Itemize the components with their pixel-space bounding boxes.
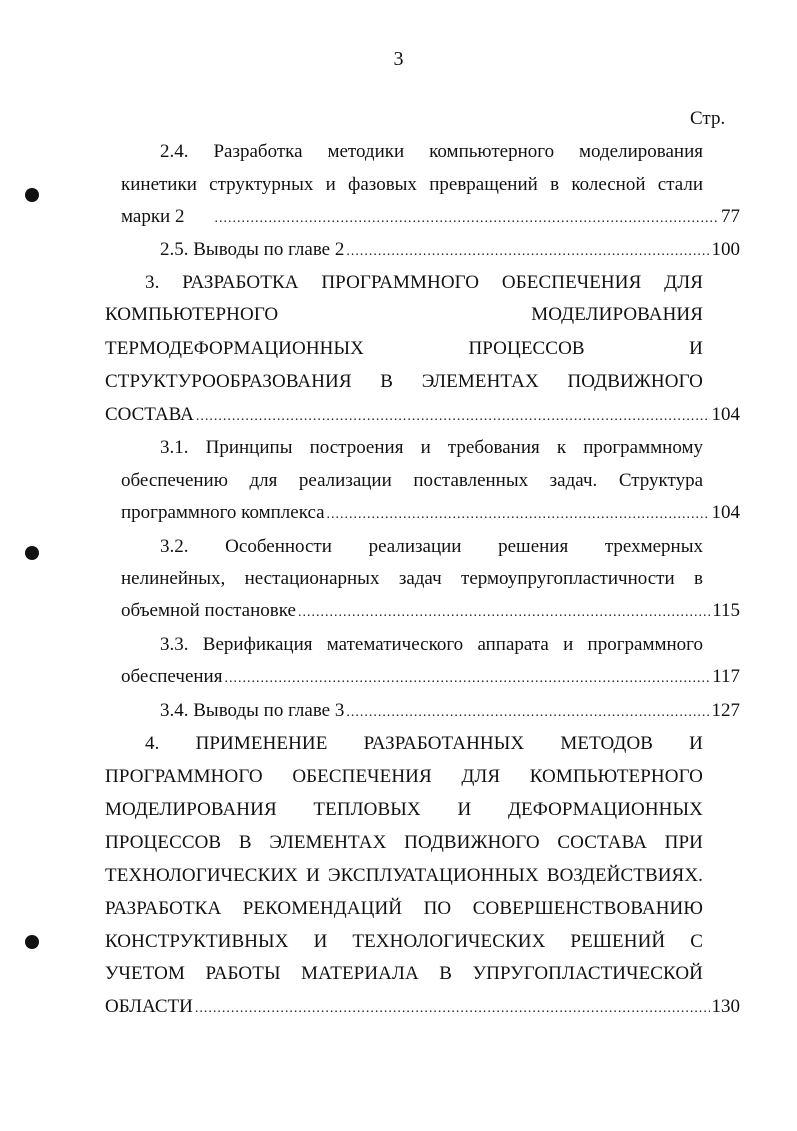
dot-leader [298,598,710,628]
toc-ch3-line-3: ТЕРМОДЕФОРМАЦИОННЫХ ПРОЦЕССОВ И [105,338,703,359]
toc-ch3-line-4: СТРУКТУРООБРАЗОВАНИЯ В ЭЛЕМЕНТАХ ПОДВИЖНОГО [105,371,703,392]
toc-2-4-line-1: 2.4. Разработка методики компьютерного моделирования [160,141,703,162]
toc-3-2-line-1: 3.2. Особенности реализации решения трехмерных [160,536,703,557]
punch-hole-top [25,188,39,202]
page-column-label: Стр. [690,108,726,129]
toc-ch4-title-end: ОБЛАСТИ [105,996,193,1017]
toc-ch4-line-1: 4. ПРИМЕНЕНИЕ РАЗРАБОТАННЫХ МЕТОДОВ И [145,733,703,754]
toc-2-5-line-1 [160,235,740,265]
toc-ch3-title-end: СОСТАВА [105,404,194,425]
toc-3-1-line-2: обеспечению для реализации поставленных задач. Структура [121,470,703,491]
toc-2-5-page: 100 [711,239,740,260]
dot-leader [214,204,719,234]
toc-ch3-line-2: КОМПЬЮТЕРНОГО МОДЕЛИРОВАНИЯ [105,304,703,325]
toc-3-1-page: 104 [711,502,740,523]
dot-leader [196,402,710,432]
page-number: 3 [393,48,404,70]
toc-3-3-line-1: 3.3. Верификация математического аппарата и программного [160,634,703,655]
toc-ch4-line-7: КОНСТРУКТИВНЫХ И ТЕХНОЛОГИЧЕСКИХ РЕШЕНИЙ С [105,931,703,952]
toc-ch3-line-1: 3. РАЗРАБОТКА ПРОГРАММНОГО ОБЕСПЕЧЕНИЯ ДЛЯ [145,272,703,293]
toc-2-4-line-2: кинетики структурных и фазовых превращений в колесной стали [121,174,703,195]
dot-leader [327,500,710,530]
dot-leader [346,698,709,728]
toc-3-3-line-2 [121,662,740,692]
toc-ch3-page: 104 [711,404,740,425]
toc-3-3-page: 117 [712,666,740,687]
toc-3-4-page: 127 [711,700,740,721]
toc-3-2-line-2: нелинейных, нестационарных задач термоупругопластичности в [121,568,703,589]
toc-3-4-title: 3.4. Выводы по главе 3 [160,700,345,721]
toc-ch4-line-8: УЧЕТОМ РАБОТЫ МАТЕРИАЛА В УПРУГОПЛАСТИЧЕСКОЙ [105,963,703,984]
toc-ch4-page: 130 [711,996,740,1017]
punch-hole-bottom [25,935,39,949]
toc-3-1-title-end: программного комплекса [121,502,325,523]
toc-3-3-title-end: обеспечения [121,666,223,687]
toc-ch4-line-2: ПРОГРАММНОГО ОБЕСПЕЧЕНИЯ ДЛЯ КОМПЬЮТЕРНОГО [105,766,703,787]
toc-3-1-line-1: 3.1. Принципы построения и требования к программному [160,437,703,458]
toc-3-2-line-3 [121,596,740,626]
dot-leader [346,237,709,267]
toc-2-5-title: 2.5. Выводы по главе 2 [160,239,345,260]
toc-2-4-title-end: марки 2 [121,206,185,227]
toc-ch3-line-5 [105,400,740,430]
toc-3-2-page: 115 [712,600,740,621]
toc-3-1-line-3 [121,498,740,528]
toc-ch4-line-4: ПРОЦЕССОВ В ЭЛЕМЕНТАХ ПОДВИЖНОГО СОСТАВА ПРИ [105,832,703,853]
punch-hole-middle [25,546,39,560]
toc-3-4-line-1 [160,696,740,726]
toc-ch4-line-6: РАЗРАБОТКА РЕКОМЕНДАЦИЙ ПО СОВЕРШЕНСТВОВАНИЮ [105,898,703,919]
toc-ch4-line-5: ТЕХНОЛОГИЧЕСКИХ И ЭКСПЛУАТАЦИОННЫХ ВОЗДЕЙСТВИЯХ. [105,865,703,886]
toc-ch4-line-3: МОДЕЛИРОВАНИЯ ТЕПЛОВЫХ И ДЕФОРМАЦИОННЫХ [105,799,703,820]
toc-ch4-line-9 [105,992,740,1022]
dot-leader [195,994,710,1024]
toc-3-2-title-end: объемной постановке [121,600,296,621]
dot-leader [224,664,710,694]
toc-2-4-line-3 [121,202,740,232]
toc-2-4-page: 77 [721,206,740,227]
